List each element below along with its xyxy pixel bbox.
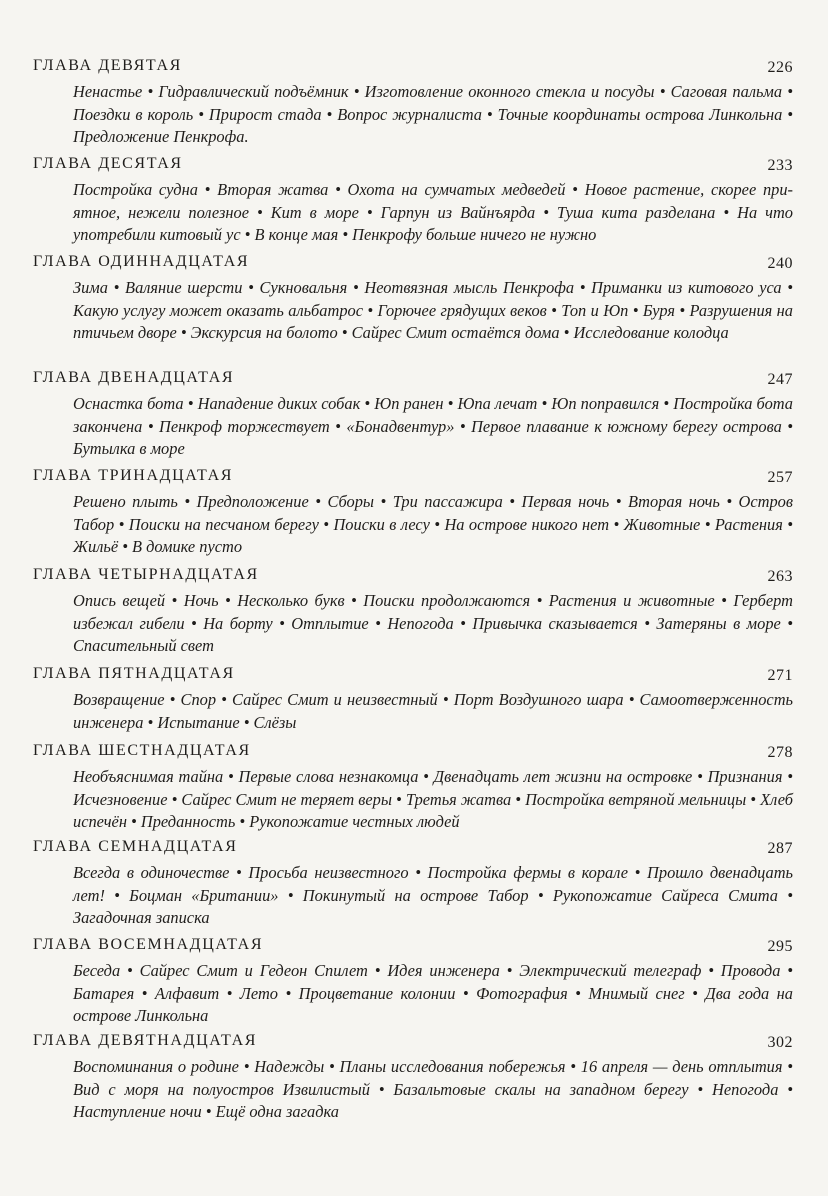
toc-entry-chapter-14: [33, 564, 793, 663]
chapter-page-number: 226: [767, 59, 793, 76]
chapter-summary: Беседа • Сайрес Смит и Гедеон Спилет • Идея инженера • Электрический телеграф • Провода • Батарея • Алфавит • Лето • Процветание колонии • Фотография • Мнимый снег • Два года на острове Линкольна: [73, 961, 793, 1025]
chapter-heading: [33, 367, 793, 389]
chapter-page-number: 233: [767, 157, 793, 174]
chapter-page-number: 271: [767, 667, 793, 684]
chapter-summary: Опись вещей • Ночь • Несколько букв • Поиски продолжаются • Растения и животные • Герберт избежал гибели • На борту • Отплытие • Непогода • Привычка сказывается • Затеряны в море • Спасительный свет: [73, 591, 793, 655]
chapter-title: ГЛАВА ПЯТНАДЦАТАЯ: [33, 665, 235, 682]
chapter-title: ГЛАВА СЕМНАДЦАТАЯ: [33, 838, 238, 855]
chapter-heading: [33, 153, 793, 175]
chapter-page-number: 287: [767, 840, 793, 857]
table-of-contents: [33, 55, 793, 1130]
toc-entry-chapter-9: [33, 55, 793, 153]
chapter-summary: Ненастье • Гидравлический подъёмник • Изготовление оконного стекла и посуды • Саговая пальма • Поездки в король • Прирост стада • Вопрос журналиста • Точные координаты острова Линкольна • Предложение Пенкрофа.: [73, 82, 793, 146]
toc-entry-chapter-12: [33, 367, 793, 465]
chapter-title: ГЛАВА ШЕСТНАДЦАТАЯ: [33, 742, 251, 759]
chapter-page-number: 240: [767, 255, 793, 272]
toc-entry-chapter-18: [33, 934, 793, 1030]
chapter-summary: Всегда в одиночестве • Просьба неизвестного • Постройка фермы в корале • Прошло двенадцать лет! • Боцман «Британии» • Покинутый на острове Табор • Рукопожатие Сайреса Смита • Загадочная записка: [73, 863, 793, 927]
toc-entry-chapter-19: [33, 1030, 793, 1130]
chapter-heading: [33, 836, 793, 858]
chapter-summary: Решено плыть • Предположение • Сборы • Три пассажира • Первая ночь • Вторая ночь • Остров Табор • Поиски на песчаном берегу • Поиски в лесу • На острове никого нет • Животные • Растения • Жильё • В домике пусто: [73, 492, 793, 556]
chapter-heading: [33, 251, 793, 273]
chapter-summary: Возвращение • Спор • Сайрес Смит и неизвестный • Порт Воздушного шара • Самоотверженность инженера • Испытание • Слёзы: [73, 690, 793, 732]
chapter-heading: [33, 934, 793, 956]
chapter-page-number: 247: [767, 371, 793, 388]
chapter-summary: Зима • Валяние шерсти • Сукновальня • Неотвязная мысль Пенкрофа • Приманки из китового уса • Какую услугу может оказать альбатрос • Горючее грядущих веков • Топ и Юп • Буря • Разрушения на птичьем дворе • Экскурсия на болото • Сайрес Смит остаётся дома • Исследование колодца: [73, 278, 793, 342]
chapter-summary: Оснастка бота • Нападение диких собак • Юп ранен • Юпа лечат • Юп поправился • Постройка бота закончена • Пенкроф торжествует • «Бонадвентур» • Первое плавание к южному берегу острова • Бутылка в море: [73, 394, 793, 458]
chapter-page-number: 263: [767, 568, 793, 585]
chapter-page-number: 295: [767, 938, 793, 955]
chapter-title: ГЛАВА ДЕСЯТАЯ: [33, 155, 183, 172]
toc-entry-chapter-17: [33, 836, 793, 934]
chapter-title: ГЛАВА ЧЕТЫРНАДЦАТАЯ: [33, 566, 259, 583]
chapter-heading: [33, 1030, 793, 1052]
chapter-title: ГЛАВА ОДИННАДЦАТАЯ: [33, 253, 250, 270]
chapter-page-number: 302: [767, 1034, 793, 1051]
chapter-summary: Постройка судна • Вторая жатва • Охота на сумчатых медведей • Новое растение, скорее приятное, нежели полезное • Кит в море • Гарпун из Вайнъярда • Туша кита разделана • На что употребили китовый ус • В конце мая • Пенкрофу больше ничего не нужно: [73, 180, 793, 244]
toc-entry-chapter-13: [33, 465, 793, 564]
chapter-page-number: 278: [767, 744, 793, 761]
chapter-heading: [33, 740, 793, 762]
chapter-title: ГЛАВА ДЕВЯТНАДЦАТАЯ: [33, 1032, 258, 1049]
chapter-summary: Необъяснимая тайна • Первые слова незнакомца • Двенадцать лет жизни на островке • Признания • Исчезновение • Сайрес Смит не теряет веры • Третья жатва • Постройка ветряной мельницы • Хлеб испечён • Преданность • Рукопожатие честных людей: [73, 767, 793, 831]
chapter-title: ГЛАВА ВОСЕМНАДЦАТАЯ: [33, 936, 264, 953]
chapter-summary: Воспоминания о родине • Надежды • Планы исследования побережья • 16 апреля — день отплытия • Вид с моря на полуостров Извилистый • Базальтовые скалы на западном берегу • Непогода • Наступление ночи • Ещё одна загадка: [73, 1057, 793, 1121]
toc-entry-chapter-15: [33, 663, 793, 740]
chapter-title: ГЛАВА ДВЕНАДЦАТАЯ: [33, 369, 235, 386]
chapter-heading: [33, 564, 793, 586]
chapter-title: ГЛАВА ДЕВЯТАЯ: [33, 57, 182, 74]
chapter-heading: [33, 465, 793, 487]
chapter-page-number: 257: [767, 469, 793, 486]
toc-entry-chapter-10: [33, 153, 793, 251]
chapter-title: ГЛАВА ТРИНАДЦАТАЯ: [33, 467, 234, 484]
chapter-heading: [33, 663, 793, 685]
toc-entry-chapter-11: [33, 251, 793, 367]
chapter-heading: [33, 55, 793, 77]
toc-entry-chapter-16: [33, 740, 793, 836]
